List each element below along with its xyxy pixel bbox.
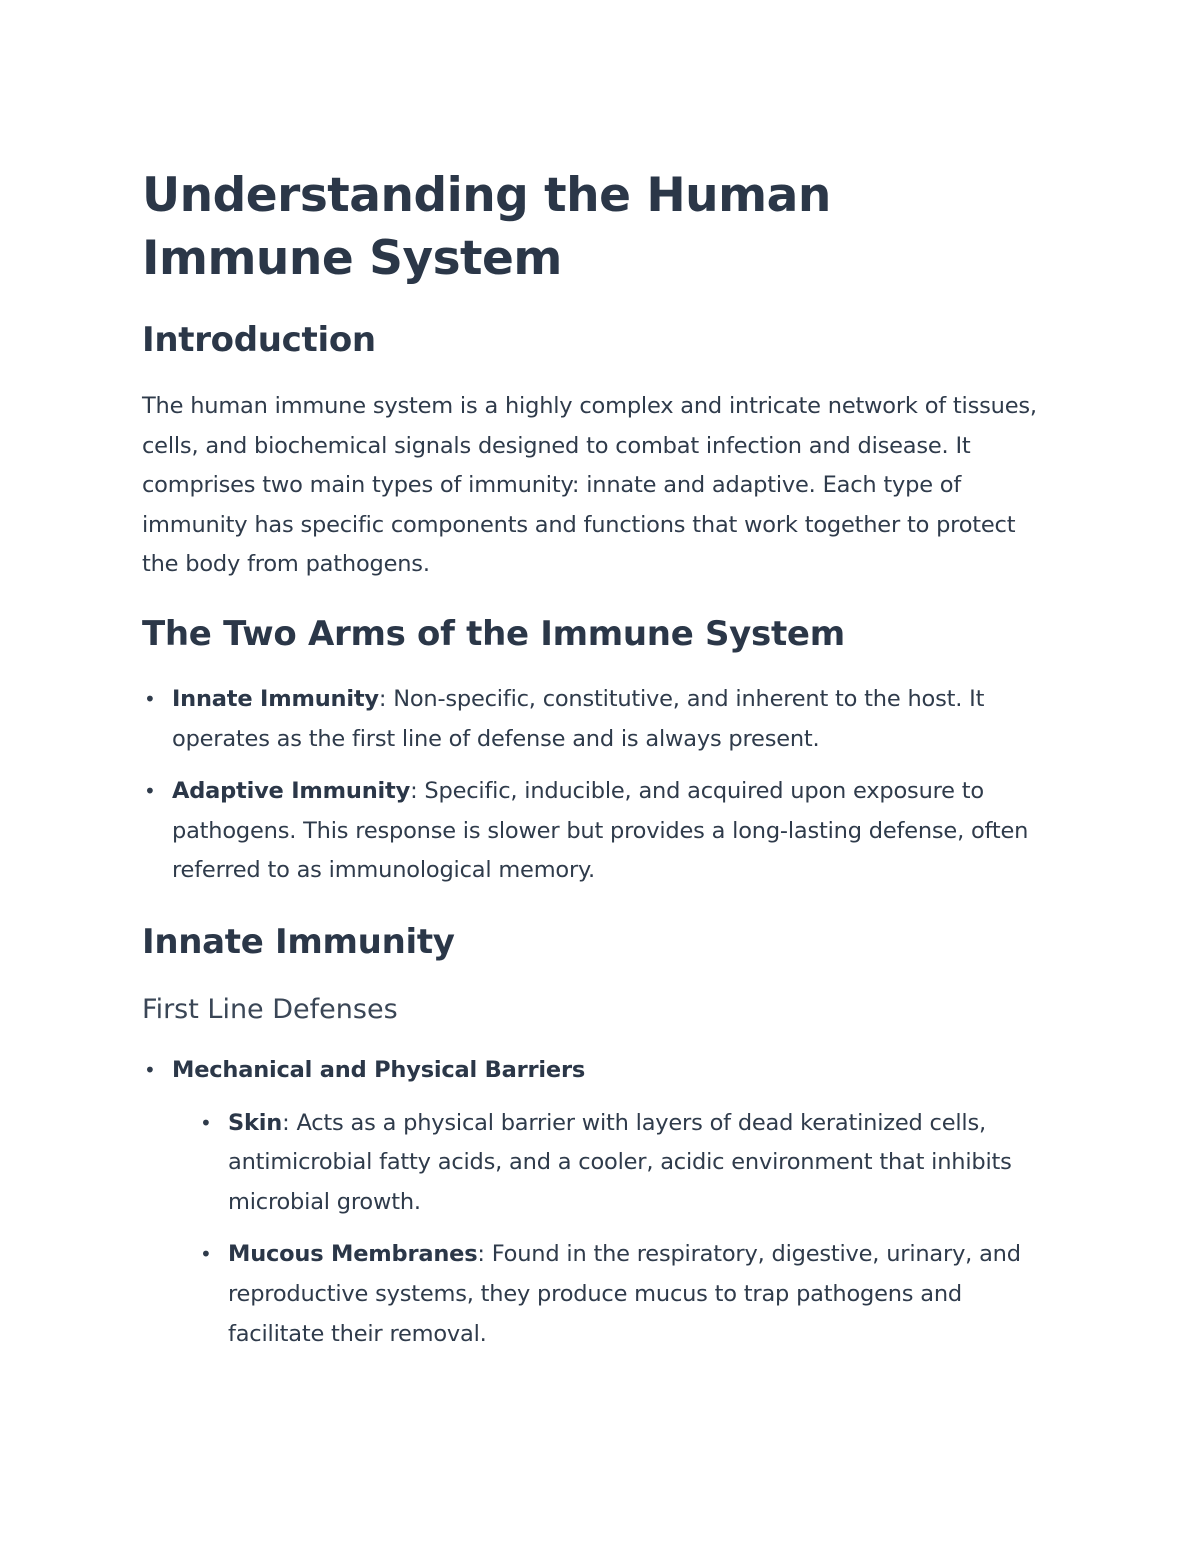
innate-defenses-list xyxy=(142,1051,1062,1354)
introduction-heading: Introduction xyxy=(142,320,376,360)
two-arms-heading: The Two Arms of the Immune System xyxy=(142,614,845,654)
list-item-mucous-membranes xyxy=(170,1235,1062,1354)
first-line-defenses-subheading: First Line Defenses xyxy=(142,994,398,1025)
innate-immunity-heading: Innate Immunity xyxy=(142,922,455,962)
list-item-adaptive-immunity xyxy=(142,772,1062,891)
list-item-term: Skin xyxy=(228,1109,283,1136)
list-item-term: Mucous Membranes xyxy=(228,1241,478,1268)
list-item-text: : Specific, inducible, and acquired upon exposure to pathogens. This response is slower but provides a long-lasting defense, often referred to as immunological memory. xyxy=(172,778,1029,884)
list-item-term: Mechanical and Physical Barriers xyxy=(172,1057,586,1083)
document-title: Understanding the Human Immune System xyxy=(142,168,831,286)
list-item-term: Innate Immunity xyxy=(172,686,379,712)
list-item-mechanical-barriers xyxy=(142,1051,1062,1354)
bullet-icon: • xyxy=(200,1110,212,1135)
two-arms-list xyxy=(142,680,1062,891)
list-item-innate-immunity xyxy=(142,680,1062,759)
bullet-icon: • xyxy=(200,1242,212,1267)
list-item-text: : Non-specific, constitutive, and inherent to the host. It operates as the first line of defense and is always present. xyxy=(172,686,985,752)
list-item-text: : Acts as a physical barrier with layers of dead keratinized cells, antimicrobial fatty acids, and a cooler, acidic environment that inhibits microbial growth. xyxy=(228,1109,1012,1215)
bullet-icon: • xyxy=(144,687,156,711)
list-item-term: Adaptive Immunity xyxy=(172,778,411,805)
introduction-paragraph: The human immune system is a highly complex and intricate network of tissues, cells, and biochemical signals designed to combat infection and disease. It comprises two main types of immunity: innate and adaptive. Each type of immunity has specific components and functions that work together to protect the body from pathogens. xyxy=(142,393,1037,578)
list-item-text: : Found in the respiratory, digestive, urinary, and reproductive systems, they produce mucus to trap pathogens and facilitate their removal. xyxy=(228,1241,1021,1347)
bullet-icon: • xyxy=(144,779,156,804)
list-item-skin xyxy=(170,1104,1062,1223)
barriers-nested-list xyxy=(172,1104,1062,1355)
bullet-icon: • xyxy=(144,1058,156,1082)
